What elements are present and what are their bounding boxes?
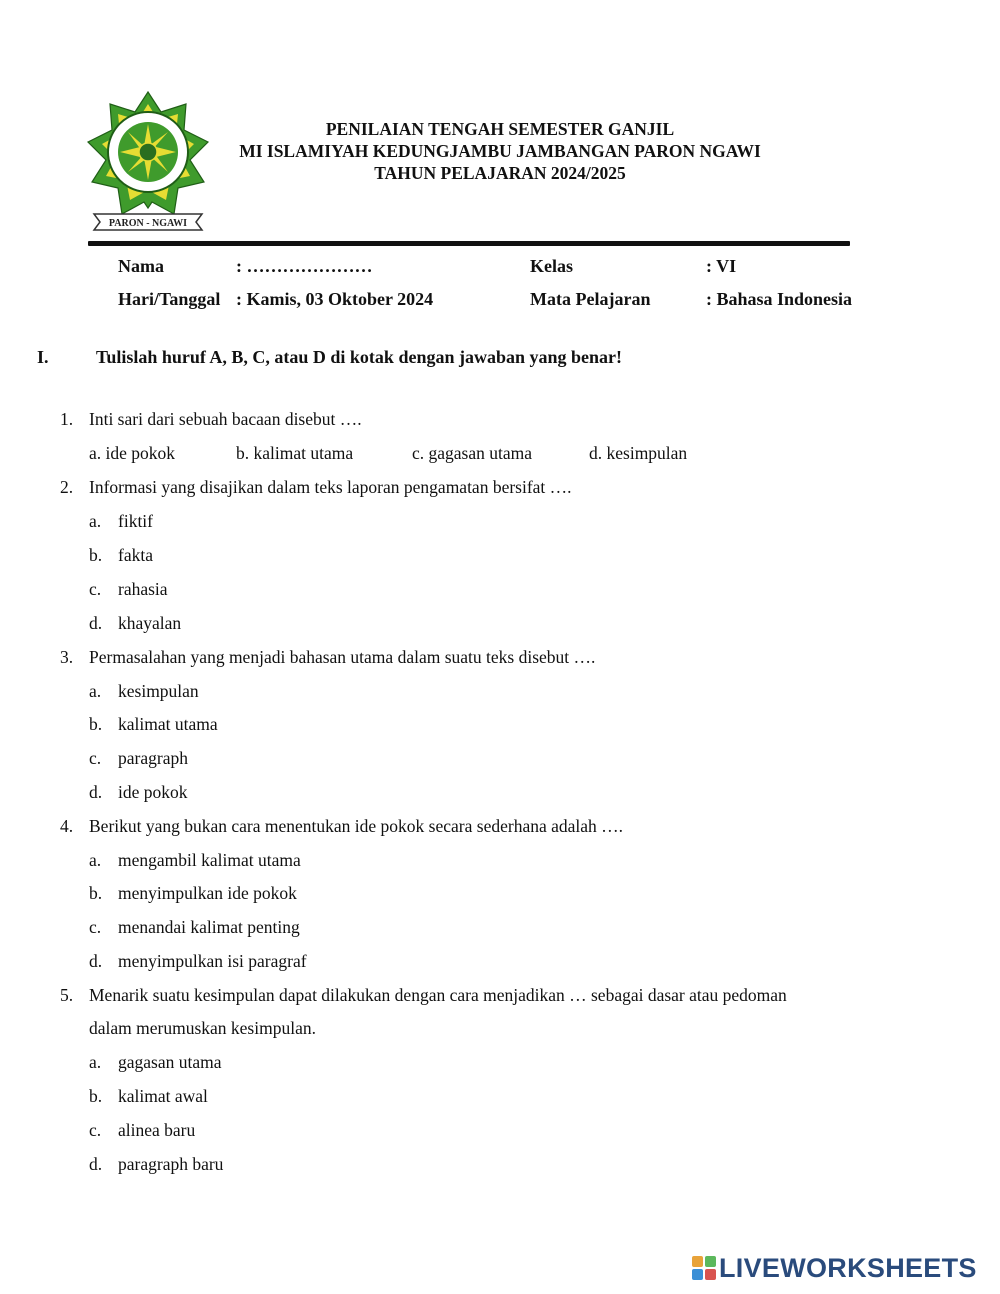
- option-letter: a.: [89, 850, 102, 870]
- option-text: menandai kalimat penting: [118, 917, 300, 937]
- liveworksheets-brand: [692, 1253, 977, 1283]
- option-letter: d.: [89, 951, 103, 971]
- section-text: Tulislah huruf A, B, C, atau D di kotak dengan jawaban yang benar!: [96, 347, 622, 367]
- option-text: mengambil kalimat utama: [118, 850, 301, 870]
- hari-value: : Kamis, 03 Oktober 2024: [236, 289, 434, 309]
- nama-label: Nama: [118, 256, 164, 276]
- school-logo: [86, 90, 210, 240]
- option-text: ide pokok: [118, 782, 188, 802]
- question-text: Permasalahan yang menjadi bahasan utama dalam suatu teks disebut ….: [89, 647, 596, 667]
- question-text: Menarik suatu kesimpulan dapat dilakukan dengan cara menjadikan … sebagai dasar atau pedoman: [89, 985, 787, 1005]
- option-letter: d.: [89, 613, 103, 633]
- option-text: fiktif: [118, 511, 153, 531]
- question-text-continued: dalam merumuskan kesimpulan.: [89, 1018, 316, 1038]
- option-text: alinea baru: [118, 1120, 196, 1140]
- option-text: fakta: [118, 545, 153, 565]
- option-text: paragraph: [118, 748, 188, 768]
- exam-header: [200, 118, 800, 184]
- option-letter: a.: [89, 1052, 102, 1072]
- option-letter: c.: [89, 917, 102, 937]
- q1-option-b: b. kalimat utama: [236, 443, 354, 463]
- option-text: menyimpulkan ide pokok: [118, 883, 297, 903]
- hari-label: Hari/Tanggal: [118, 289, 221, 309]
- option-letter: b.: [89, 1086, 103, 1106]
- question-number: 3.: [60, 647, 74, 667]
- section-number: I.: [37, 347, 49, 367]
- mapel-value: : Bahasa Indonesia: [706, 289, 853, 309]
- option-text: rahasia: [118, 579, 168, 599]
- option-letter: b.: [89, 545, 103, 565]
- exam-title: PENILAIAN TENGAH SEMESTER GANJIL: [325, 119, 675, 139]
- question-number: 4.: [60, 816, 74, 836]
- option-letter: a.: [89, 511, 102, 531]
- option-letter: c.: [89, 748, 102, 768]
- option-text: menyimpulkan isi paragraf: [118, 951, 307, 971]
- option-text: gagasan utama: [118, 1052, 222, 1072]
- kelas-value: : VI: [706, 256, 737, 276]
- option-text: paragraph baru: [118, 1154, 224, 1174]
- q1-option-c: c. gagasan utama: [412, 443, 533, 463]
- question-text: Berikut yang bukan cara menentukan ide pokok secara sederhana adalah ….: [89, 816, 624, 836]
- header-divider: [88, 241, 850, 246]
- mapel-label: Mata Pelajaran: [530, 289, 651, 309]
- question-text: Informasi yang disajikan dalam teks laporan pengamatan bersifat ….: [89, 477, 572, 497]
- kelas-label: Kelas: [530, 256, 573, 276]
- option-letter: d.: [89, 1154, 103, 1174]
- question-number: 2.: [60, 477, 74, 497]
- liveworksheets-logo-icon: [692, 1256, 716, 1280]
- logo-ribbon-text: PARON - NGAWI: [108, 218, 188, 229]
- nama-value: : …………………: [236, 256, 373, 276]
- question-text: Inti sari dari sebuah bacaan disebut ….: [89, 409, 362, 429]
- question-number: 1.: [60, 409, 74, 429]
- option-letter: d.: [89, 782, 103, 802]
- option-text: kalimat awal: [118, 1086, 208, 1106]
- school-name: MI ISLAMIYAH KEDUNGJAMBU JAMBANGAN PARON NGAWI: [239, 141, 761, 161]
- option-text: khayalan: [118, 613, 182, 633]
- brand-text: LIVEWORKSHEETS: [719, 1252, 977, 1283]
- academic-year: TAHUN PELAJARAN 2024/2025: [374, 163, 626, 183]
- question-number: 5.: [60, 985, 74, 1005]
- option-letter: b.: [89, 714, 103, 734]
- option-text: kesimpulan: [118, 681, 199, 701]
- q1-option-a: a. ide pokok: [89, 443, 176, 463]
- q1-option-d: d. kesimpulan: [589, 443, 688, 463]
- option-letter: c.: [89, 1120, 102, 1140]
- option-letter: a.: [89, 681, 102, 701]
- option-text: kalimat utama: [118, 714, 218, 734]
- option-letter: b.: [89, 883, 103, 903]
- option-letter: c.: [89, 579, 102, 599]
